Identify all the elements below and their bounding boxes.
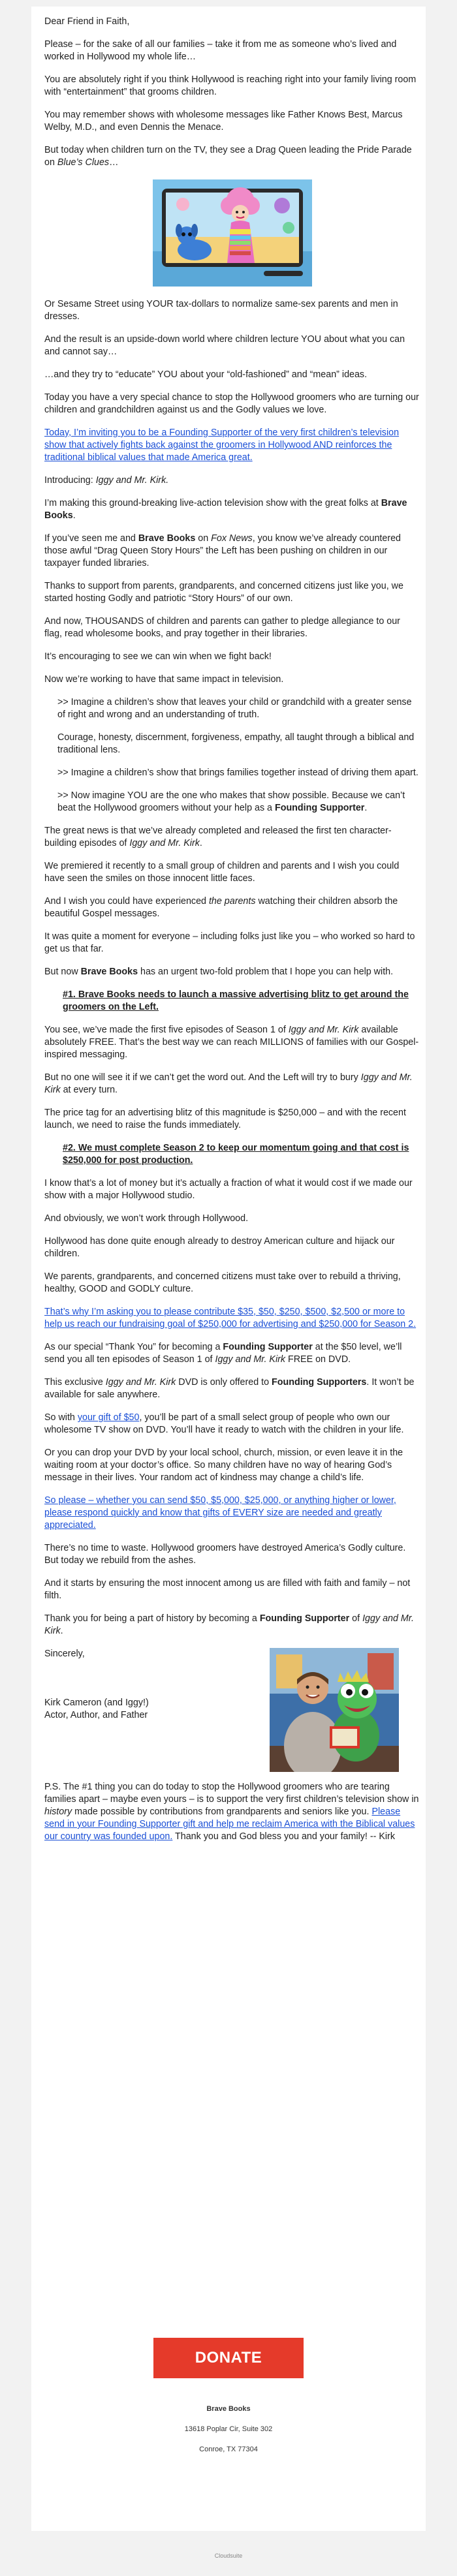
goal-2: #2. We must complete Season 2 to keep our momentum going and that cost is $250,000 for post production. xyxy=(63,1143,409,1166)
email-card xyxy=(31,7,426,2531)
founding-supporter-link[interactable]: Today, I’m inviting you to be a Founding Supporter of the very first children’s television show that actively fights back against the groomers in Hollywood AND reinforces the traditional biblical values that made America great. xyxy=(44,427,400,463)
paragraph: Please – for the sake of all our families – take it from me as someone who’s lived and worked in Hollywood my whole life… xyxy=(44,39,397,62)
signer-title: Actor, Author, and Father xyxy=(44,1710,148,1720)
paragraph: But today when children turn on the TV, they see a Drag Queen leading the Pride Parade on Blue’s Clues… xyxy=(44,145,412,168)
footer-org: Brave Books xyxy=(206,2405,251,2413)
signer-name: Kirk Cameron (and Iggy!) xyxy=(44,1698,149,1708)
cloudsuite-credit[interactable]: Cloudsuite xyxy=(214,2553,243,2559)
imagine-item: Courage, honesty, discernment, forgiveness, empathy, all taught through a biblical and traditional lens. xyxy=(57,732,415,755)
paragraph: We premiered it recently to a small group of children and parents and I wish you could have seen the smiles on those innocent little faces. xyxy=(44,861,400,884)
greeting: Dear Friend in Faith, xyxy=(44,16,130,27)
paragraph xyxy=(44,1306,420,1331)
paragraph: There’s no time to waste. Hollywood groomers have destroyed America’s Godly culture. But today we rebuild from the ashes. xyxy=(44,1543,406,1566)
email-body xyxy=(44,16,420,1854)
paragraph: This exclusive Iggy and Mr. Kirk DVD is only offered to Founding Supporters. It won’t be available for sale anywhere. xyxy=(44,1377,415,1400)
paragraph: I know that’s a lot of money but it’s actually a fraction of what it would cost if we made our show with a major Hollywood studio. xyxy=(44,1178,413,1201)
imagine-item: >> Imagine a children’s show that brings families together instead of driving them apart. xyxy=(57,768,418,778)
paragraph: But now Brave Books has an urgent two-fold problem that I hope you can help with. xyxy=(44,967,394,977)
imagine-item: >> Now imagine YOU are the one who makes that show possible. Because we can’t beat the Hollywood groomers without your help as a Founding Supporter. xyxy=(57,790,405,813)
gift-50-link[interactable]: your gift of $50 xyxy=(77,1412,140,1423)
paragraph: If you’ve seen me and Brave Books on Fox News, you know we’ve already countered those awful “Drag Queen Story Hours” the Left has been pushing on children in our taxpayer funded libraries. xyxy=(44,533,401,568)
paragraph: Thanks to support from parents, grandparents, and concerned citizens just like you, we started hosting Godly and patriotic “Story Hours” of our own. xyxy=(44,581,403,604)
paragraph: Or you can drop your DVD by your local school, church, mission, or even leave it in the waiting room at your doctor’s office. So many children have no way of hearing God’s message in their lives. Your random act of kindness may change a child’s life. xyxy=(44,1448,403,1483)
paragraph: We parents, grandparents, and concerned citizens must take over to rebuild a thriving, healthy, GOOD and GODLY culture. xyxy=(44,1271,401,1294)
sign-off: Sincerely, xyxy=(44,1649,85,1659)
paragraph: It’s encouraging to see we can win when we fight back! xyxy=(44,651,272,662)
blues-clues-image xyxy=(153,179,312,287)
paragraph xyxy=(44,1495,420,1532)
paragraph: You are absolutely right if you think Hollywood is reaching right into your family living room with “entertainment” that grooms children. xyxy=(44,74,417,97)
footer-address-line-1: 13618 Poplar Cir, Suite 302 xyxy=(184,2425,273,2433)
paragraph: But no one will see it if we can’t get the word out. And the Left will try to bury Iggy and Mr. Kirk at every turn. xyxy=(44,1072,413,1095)
paragraph: The great news is that we’ve already completed and released the first ten character-building episodes of Iggy and Mr. Kirk. xyxy=(44,826,392,848)
kirk-and-iggy-photo xyxy=(270,1648,399,1772)
paragraph: And obviously, we won’t work through Hollywood. xyxy=(44,1213,249,1224)
paragraph: It was quite a moment for everyone – including folks just like you – who worked so hard to get us that far. xyxy=(44,931,415,954)
ps-gift-link[interactable]: Please send in your Founding Supporter gift and help me reclaim America with the Biblical values our country was founded upon. xyxy=(44,1807,415,1842)
paragraph: …and they try to “educate” YOU about your “old-fashioned” and “mean” ideas. xyxy=(44,369,368,380)
imagine-item: >> Imagine a children’s show that leaves your child or grandchild with a greater sense of right and wrong and an understanding of truth. xyxy=(57,697,412,720)
contribute-link[interactable]: That’s why I’m asking you to please contribute $35, $50, $250, $500, $2,500 or more to help us reach our fundraising goal of $250,000 for advertising and $250,000 for Season 2. xyxy=(44,1307,417,1329)
paragraph xyxy=(44,427,420,464)
paragraph: As our special “Thank You” for becoming a Founding Supporter at the $50 level, we’ll send you all ten episodes of Season 1 of Iggy and Mr. Kirk FREE on DVD. xyxy=(44,1342,402,1365)
goal-1: #1. Brave Books needs to launch a massive advertising blitz to get around the groomers on the Left. xyxy=(63,989,409,1012)
paragraph: And now, THOUSANDS of children and parents can gather to pledge allegiance to our flag, read wholesome books, and pray together in their libraries. xyxy=(44,616,400,639)
footer-address-line-2: Conroe, TX 77304 xyxy=(199,2445,258,2453)
paragraph: And it starts by ensuring the most innocent among us are filled with faith and family – not filth. xyxy=(44,1578,411,1601)
footer xyxy=(31,2404,426,2465)
paragraph: I’m making this ground-breaking live-action television show with the great folks at Brave Books. xyxy=(44,498,407,521)
paragraph: And I wish you could have experienced the parents watching their children absorb the beautiful Gospel messages. xyxy=(44,896,398,919)
paragraph: You may remember shows with wholesome messages like Father Knows Best, Marcus Welby, M.D., and even Dennis the Menace. xyxy=(44,110,403,132)
paragraph: The price tag for an advertising blitz of this magnitude is $250,000 – and with the recent launch, we need to raise the funds immediately. xyxy=(44,1108,406,1130)
paragraph: Introducing: Iggy and Mr. Kirk. xyxy=(44,475,169,486)
paragraph: Thank you for being a part of history by becoming a Founding Supporter of Iggy and Mr. Kirk. xyxy=(44,1613,415,1636)
postscript: P.S. The #1 thing you can do today to stop the Hollywood groomers who are tearing families apart – maybe even yours – is to support the very first children’s television show in history made possible by contributions from grandparents and seniors like you. Please send in your Founding Supporter gift and help me reclaim America with the Biblical values our country was founded upon. Thank you and God bless you and your family! -- Kirk xyxy=(44,1782,419,1842)
paragraph: So with your gift of $50, you’ll be part of a small select group of people who own our wholesome TV show on DVD. You’ll have it ready to watch with the children in your life. xyxy=(44,1412,404,1435)
paragraph: Hollywood has done quite enough already to destroy American culture and hijack our children. xyxy=(44,1236,395,1259)
paragraph: You see, we’ve made the first five episodes of Season 1 of Iggy and Mr. Kirk available absolutely FREE. That’s the best way we can reach MILLIONS of families with our Gospel-inspired messaging. xyxy=(44,1025,419,1060)
paragraph: Or Sesame Street using YOUR tax-dollars to normalize same-sex parents and men in dresses. xyxy=(44,299,398,322)
paragraph: And the result is an upside-down world where children lecture YOU about what you can and cannot say… xyxy=(44,334,405,357)
signature-block xyxy=(44,1648,420,1772)
respond-link[interactable]: So please – whether you can send $50, $5,000, $25,000, or anything higher or lower, please respond quickly and know that gifts of EVERY size are needed and greatly appreciated. xyxy=(44,1495,396,1530)
paragraph: Now we’re working to have that same impact in television. xyxy=(44,674,284,685)
paragraph: Today you have a very special chance to stop the Hollywood groomers who are turning our children and grandchildren against us and the Godly values we love. xyxy=(44,392,419,415)
donate-button[interactable]: DONATE xyxy=(153,2338,304,2378)
